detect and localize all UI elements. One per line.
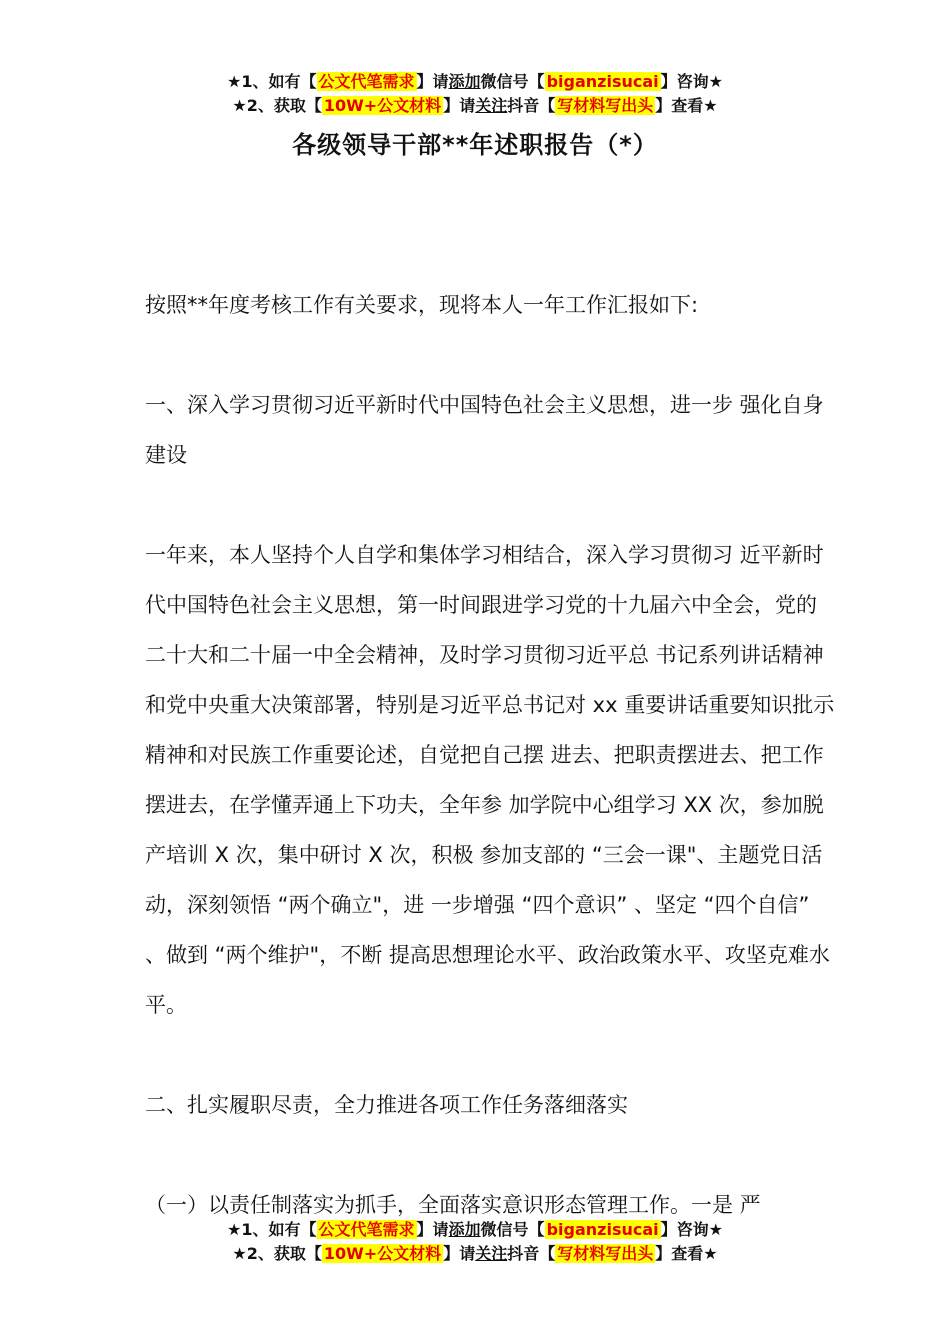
promo-text: 】请 xyxy=(416,72,449,91)
highlight-service: 公文代笔需求 xyxy=(318,72,415,91)
promo-line-2 xyxy=(0,1242,950,1266)
promo-text: 1、如有【 xyxy=(241,72,317,91)
document-body xyxy=(145,280,835,1230)
highlight-wechat-id: biganzisucai xyxy=(546,72,659,91)
promo-text: 】查看★ xyxy=(655,1244,718,1263)
promo-text: 2、获取【 xyxy=(246,1244,322,1263)
section-1-heading: 一、深入学习贯彻习近平新时代中国特色社会主义思想，进一步 强化自身建设 xyxy=(145,393,824,467)
underlined-text: 关注 xyxy=(475,1244,508,1263)
spacer xyxy=(145,480,835,530)
promo-line-2 xyxy=(0,94,950,118)
promo-text: 微信号【 xyxy=(480,1220,545,1239)
highlight-service: 公文代笔需求 xyxy=(318,1220,415,1239)
promo-line-1 xyxy=(0,70,950,94)
promo-text: 】咨询★ xyxy=(660,72,723,91)
highlight-materials: 10W+公文材料 xyxy=(323,1244,442,1263)
spacer xyxy=(145,1130,835,1180)
document-title: 各级领导干部**年述职报告（*） xyxy=(292,131,658,159)
star-icon: ★ xyxy=(227,1220,242,1239)
highlight-douyin-account: 写材料写出头 xyxy=(557,96,654,115)
intro-paragraph: 按照**年度考核工作有关要求，现将本人一年工作汇报如下: xyxy=(145,293,699,317)
promo-text: 1、如有【 xyxy=(241,1220,317,1239)
spacer xyxy=(145,330,835,380)
underlined-text: 添加 xyxy=(448,1220,481,1239)
star-icon: ★ xyxy=(227,72,242,91)
underlined-text: 关注 xyxy=(475,96,508,115)
promo-line-1 xyxy=(0,1218,950,1242)
star-icon: ★ xyxy=(232,96,247,115)
underlined-text: 添加 xyxy=(448,72,481,91)
highlight-douyin-account: 写材料写出头 xyxy=(557,1244,654,1263)
section-1-body: 一年来，本人坚持个人自学和集体学习相结合，深入学习贯彻习 近平新时代中国特色社会主义思想，第一时间跟进学习党的十九届六中全会，党的二十大和二十届一中全会精神，及时学习贯彻习近平总 书记系列讲话精神和党中央重大决策部署，特别是习近平总书记对 xx 重要讲话重要知识批示精神和对民族工作重要论述，自觉把自己摆 进去、把职责摆进去、把工作摆进去，在学懂弄通上下功夫，全年参 加学院中心组学习 XX 次，参加脱产培训 X 次，集中研讨 X 次，积极 参加支部的 “三会一课"、主题党日活动，深刻领悟 “两个确立"，进 一步增强 “四个意识” 、坚定 “四个自信” 、做到 “两个维护"，不断 提高思想理论水平、政治政策水平、攻坚克难水平。 xyxy=(145,543,835,1017)
spacer xyxy=(145,1030,835,1080)
promo-text: 】查看★ xyxy=(655,96,718,115)
star-icon: ★ xyxy=(232,1244,247,1263)
section-2-heading: 二、扎实履职尽责，全力推进各项工作任务落细落实 xyxy=(145,1093,628,1117)
highlight-materials: 10W+公文材料 xyxy=(323,96,442,115)
promo-text: 2、获取【 xyxy=(246,96,322,115)
highlight-wechat-id: biganzisucai xyxy=(546,1220,659,1239)
promo-text: 】请 xyxy=(443,96,476,115)
promo-text: 抖音【 xyxy=(507,1244,556,1263)
bottom-promo-banner xyxy=(0,1218,950,1266)
promo-text: 】请 xyxy=(443,1244,476,1263)
promo-text: 】请 xyxy=(416,1220,449,1239)
promo-text: 】咨询★ xyxy=(660,1220,723,1239)
promo-text: 微信号【 xyxy=(480,72,545,91)
promo-text: 抖音【 xyxy=(507,96,556,115)
section-2-subheading-1: （一）以责任制落实为抓手，全面落实意识形态管理工作。一是 严 xyxy=(145,1193,761,1217)
top-promo-banner xyxy=(0,70,950,118)
